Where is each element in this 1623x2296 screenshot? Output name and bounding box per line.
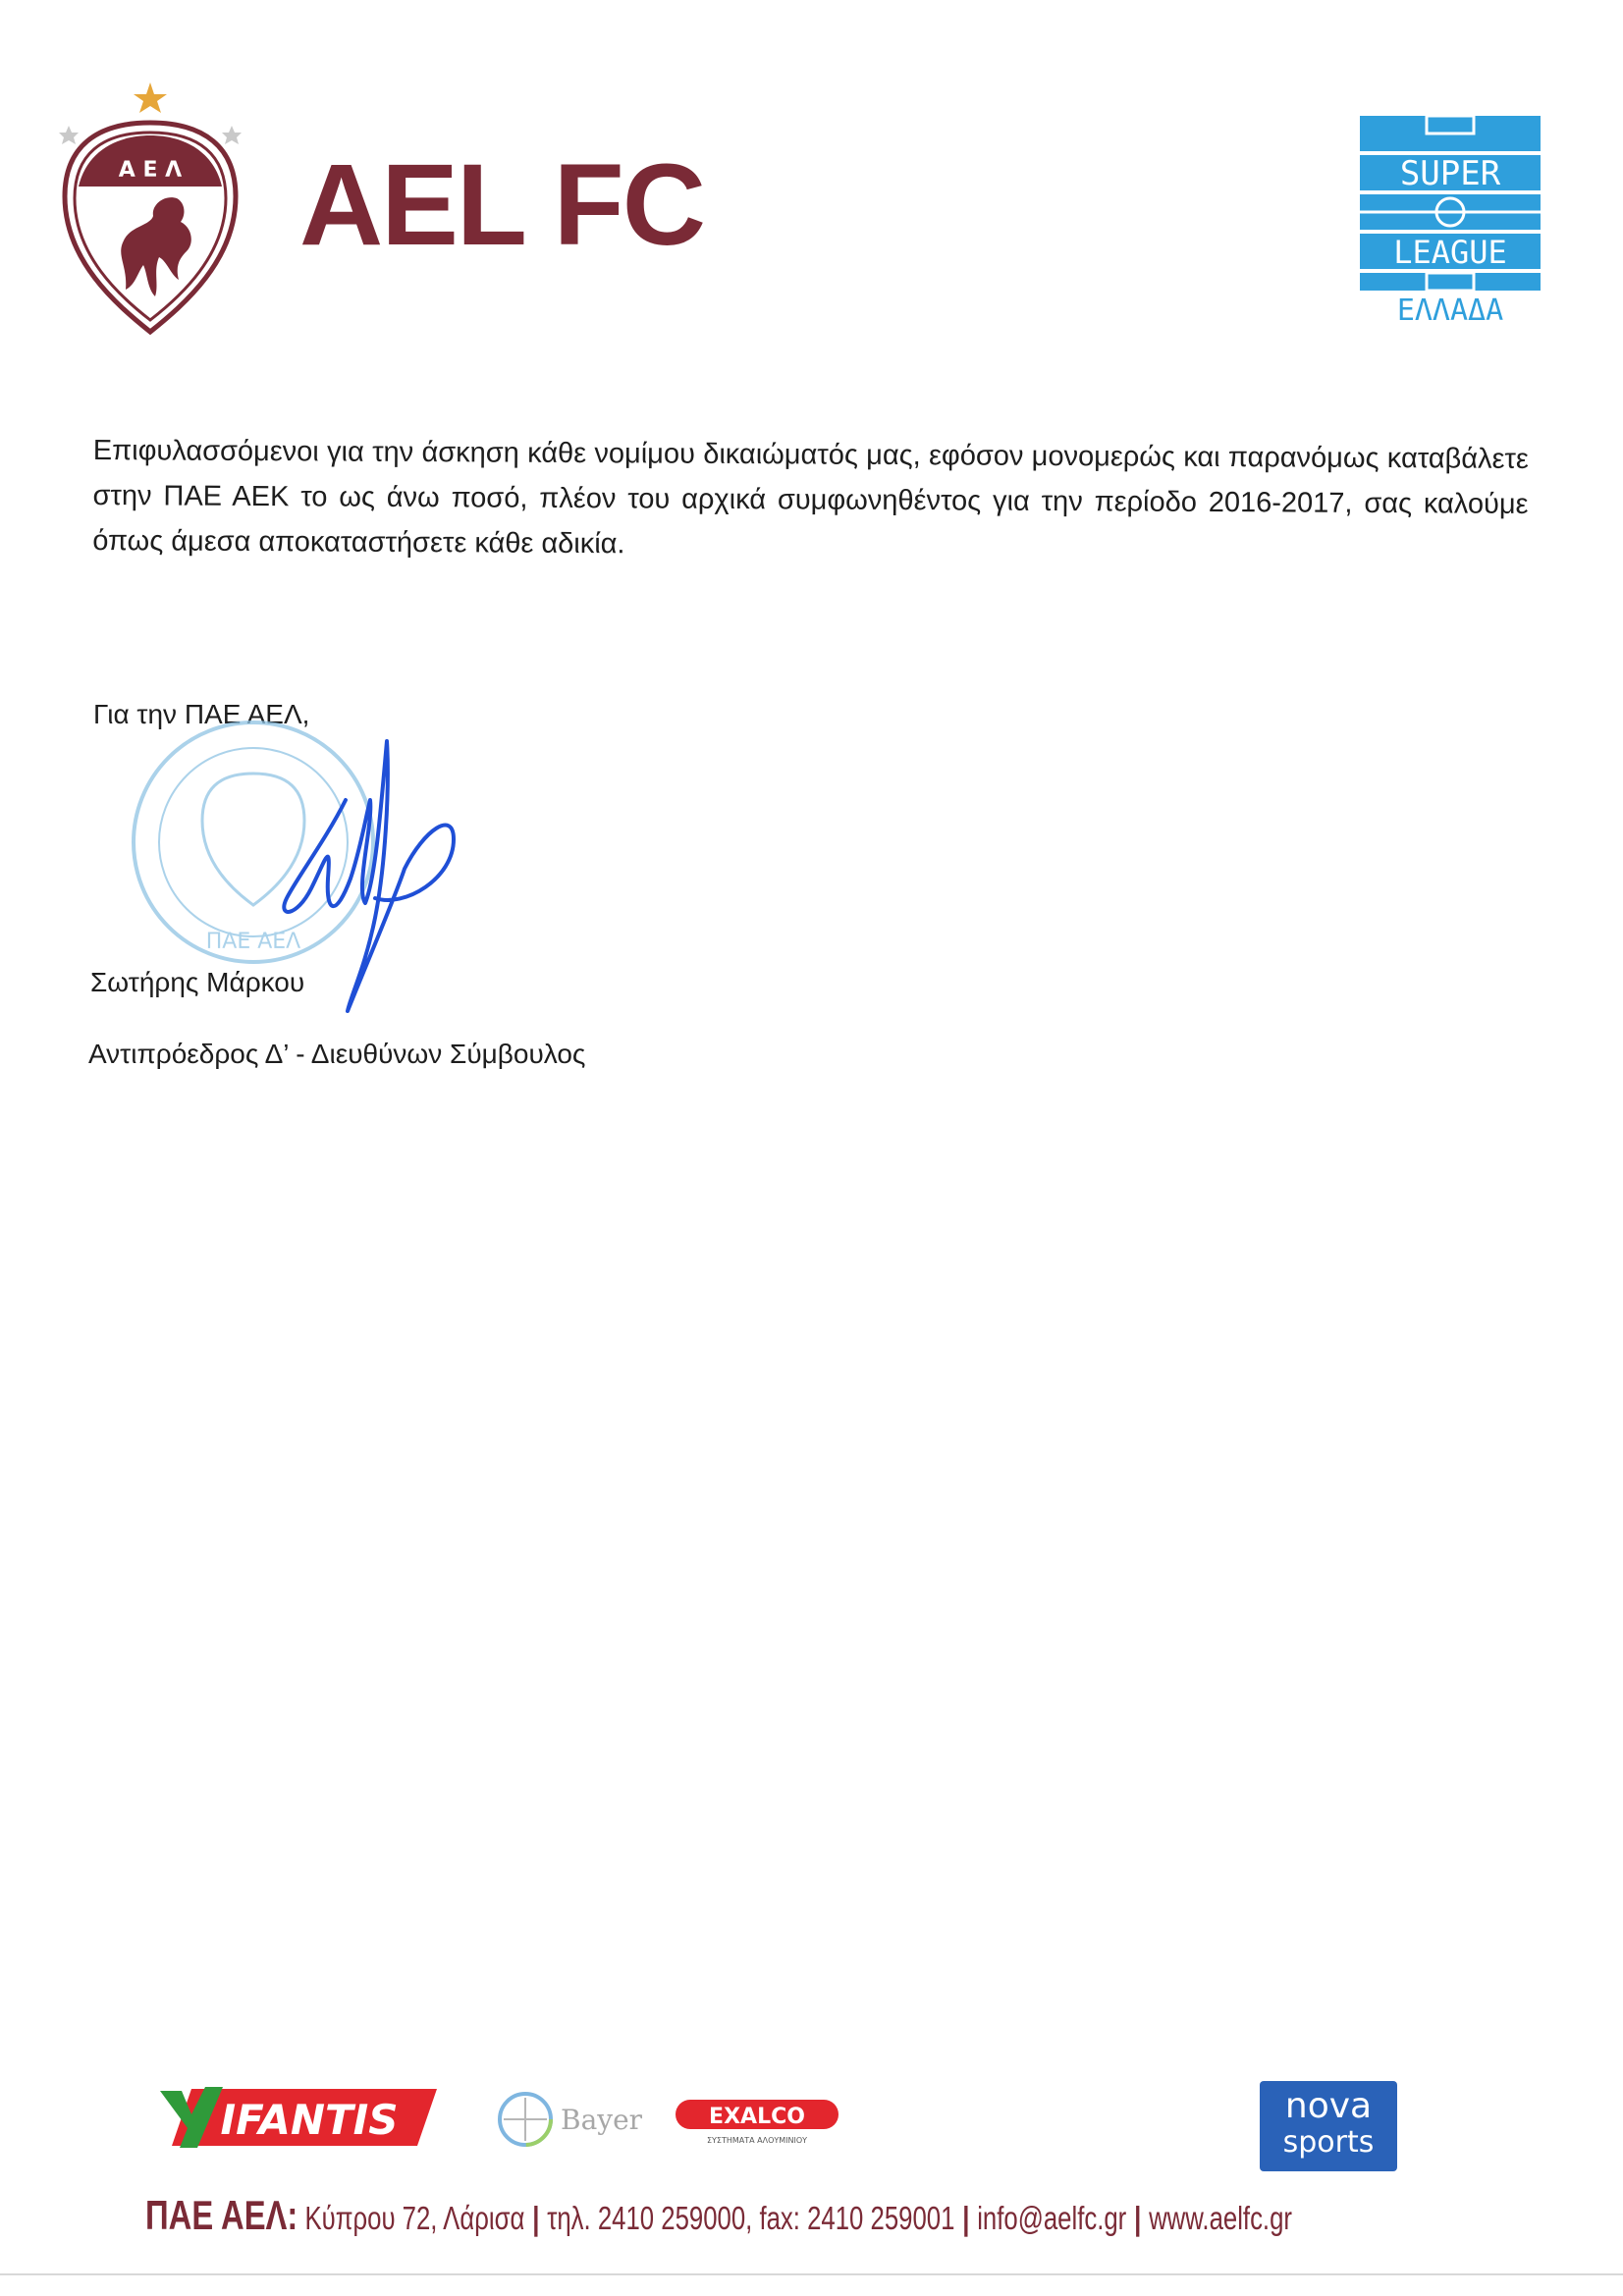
svg-text:EXALCO: EXALCO — [709, 2105, 805, 2129]
svg-text:Bayer: Bayer — [561, 2104, 643, 2136]
svg-text:ΣΥΣΤΗΜΑΤΑ ΑΛΟΥΜΙΝΙΟΥ: ΣΥΣΤΗΜΑΤΑ ΑΛΟΥΜΙΝΙΟΥ — [706, 2136, 808, 2145]
svg-text:IFANTIS: IFANTIS — [220, 2096, 399, 2144]
svg-text:ΕΛΛΑΔΑ: ΕΛΛΑΔΑ — [1396, 294, 1504, 327]
footer-website-link[interactable]: www.aelfc.gr — [1149, 2200, 1292, 2236]
footer-separator: | — [532, 2200, 540, 2236]
svg-text:ΠΑΕ ΑΕΛ: ΠΑΕ ΑΕΛ — [205, 930, 301, 954]
svg-text:SUPER: SUPER — [1399, 154, 1501, 193]
footer-contact-line — [145, 2192, 1292, 2239]
club-name-title: AEL FC — [299, 140, 704, 270]
ifantis-sponsor-logo — [152, 2079, 437, 2156]
closing-salutation: Για την ΠΑΕ ΑΕΛ, — [93, 699, 310, 729]
signer-title: Αντιπρόεδρος Δ’ - Διευθύνων Σύμβουλος — [88, 1039, 586, 1069]
footer-separator: | — [1134, 2200, 1142, 2236]
footer-separator: | — [962, 2200, 970, 2236]
svg-text:LEAGUE: LEAGUE — [1393, 234, 1507, 271]
footer-divider — [0, 2273, 1623, 2275]
exalco-sponsor-logo — [674, 2096, 840, 2147]
footer-org: ΠΑΕ ΑΕΛ: — [145, 2192, 298, 2238]
club-crest-logo — [57, 79, 243, 339]
bayer-sponsor-logo — [496, 2086, 653, 2153]
sports-text: sports — [1282, 2125, 1375, 2160]
svg-text:Α Ε Λ: Α Ε Λ — [118, 158, 183, 183]
footer-phone: τηλ. 2410 259000, fax: 2410 259001 — [547, 2200, 955, 2236]
nova-text: nova — [1284, 2086, 1373, 2126]
footer-email-link[interactable]: info@aelfc.gr — [977, 2200, 1127, 2236]
footer-address: Κύπρου 72, Λάρισα — [304, 2200, 525, 2236]
letter-paragraph: Επιφυλασσόμενοι για την άσκηση κάθε νομίμου δικαιώματός μας, εφόσον μονομερώς και παρανόμως καταβάλετε στην ΠΑΕ ΑΕΚ το ως άνω ποσό, πλέον του αρχικά συμφωνηθέντος για την περίοδο 2016-2017, σας καλούμε όπως άμεσα αποκαταστήσετε κάθε αδικία. — [92, 434, 1529, 561]
super-league-greece-logo — [1358, 116, 1542, 327]
signer-name: Σωτήρης Μάρκου — [90, 967, 305, 997]
nova-sports-sponsor-logo — [1260, 2081, 1397, 2171]
